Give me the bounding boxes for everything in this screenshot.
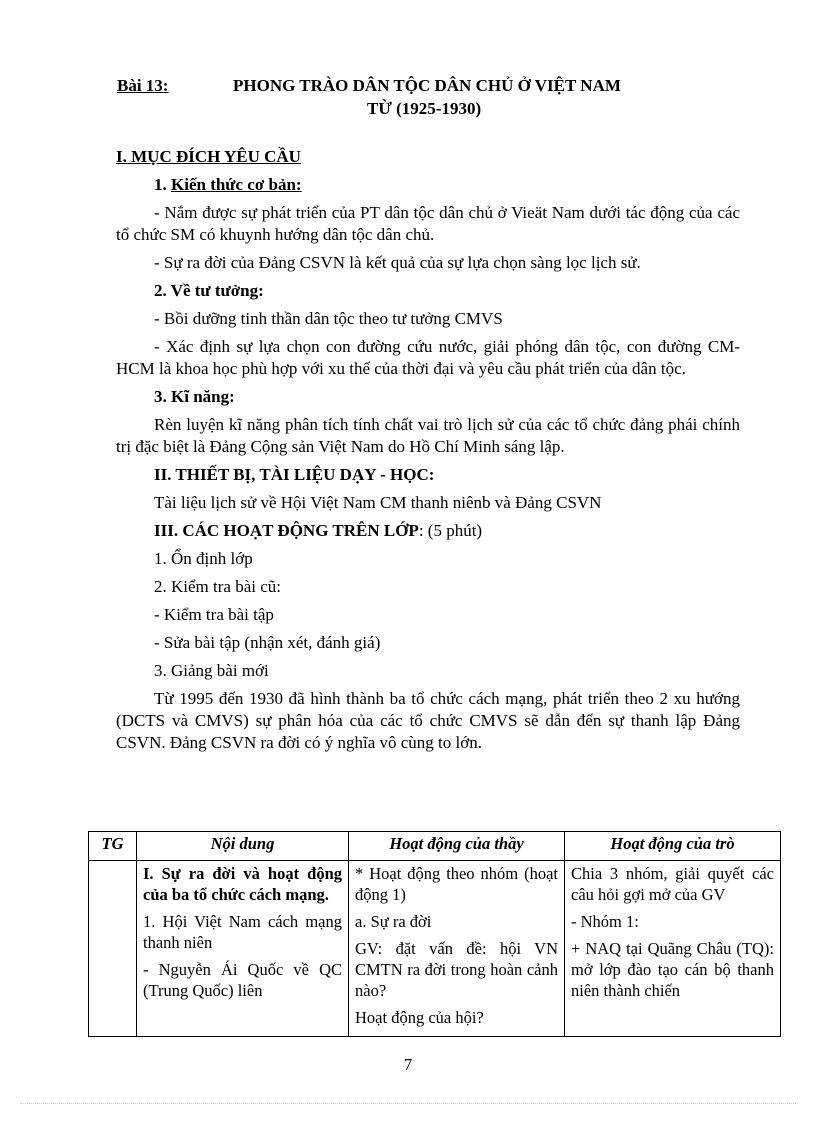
lesson-table [88,831,781,1037]
student-text: Chia 3 nhóm, giải quyết các câu hỏi gợi mở của GV [571,864,774,904]
lesson-header [117,76,717,122]
content-subheading: 1. Hội Việt Nam cách mạng thanh niên [143,912,342,952]
sub2-paragraph-1: - Bồi dưỡng tinh thần dân tộc theo tư tưởng CMVS [154,309,503,328]
header-tg: TG [89,832,137,861]
teacher-text: Hoạt động của hội? [355,1008,484,1027]
section3-item: - Sửa bài tập (nhận xét, đánh giá) [154,633,381,652]
cell-tg [89,861,137,1037]
section3-item: 3. Giảng bài mới [154,661,269,680]
header-teacher: Hoạt động của thầy [349,832,565,861]
table-header-row [89,832,781,861]
cell-teacher [349,861,565,1037]
section3-item: 2. Kiểm tra bài cũ: [154,577,281,596]
content-heading: I. Sự ra đời và hoạt động của ba tổ chức cách mạng. [143,864,342,904]
section3-title-line [116,520,740,542]
section3-title-suffix: : (5 phút) [418,521,483,540]
student-text: - Nhóm 1: [571,912,639,931]
section1-title: I. MỤC ĐÍCH YÊU CẦU [116,147,301,166]
lesson-number: Bài 13: [117,76,169,95]
sub1-paragraph-1: - Nắm được sự phát triển của PT dân tộc dân chủ ở Vieät Nam dưới tác động của các tổ chức SM có khuynh hướng dân tộc dân chủ. [116,203,740,244]
document-body [116,146,740,754]
student-text: + NAQ tại Quãng Châu (TQ): mở lớp đào tạo cán bộ thanh niên thành chiến [571,939,774,1000]
section3-item: 1. Ổn định lớp [154,549,253,568]
section3-title: III. CÁC HOẠT ĐỘNG TRÊN LỚP [154,521,419,540]
sub1-heading: Kiến thức cơ bản: [171,175,302,194]
teacher-text: a. Sự ra đời [355,912,432,931]
section3-intro: Từ 1995 đến 1930 đã hình thành ba tổ chức cách mạng, phát triển theo 2 xu hướng (DCTS và CMVS) sự phân hóa của các tổ chức CMVS sẽ dẫn đến sự thanh lập Đảng CSVN. Đảng CSVN ra đời có ý nghĩa vô cùng to lớn. [116,689,740,752]
cell-content [137,861,349,1037]
lesson-title-line1: PHONG TRÀO DÂN TỘC DÂN CHỦ Ở VIỆT NAM [233,76,621,95]
page-divider [20,1103,796,1104]
section2-title: II. THIẾT BỊ, TÀI LIỆU DẠY - HỌC: [154,465,435,484]
header-content: Nội dung [137,832,349,861]
sub1-paragraph-2: - Sự ra đời của Đảng CSVN là kết quả của sự lựa chọn sàng lọc lịch sử. [154,253,641,272]
sub3-paragraph-1: Rèn luyện kĩ năng phân tích tính chất vai trò lịch sử của các tổ chức đảng phái chính trị đặc biệt là Đảng Cộng sản Việt Nam do Hồ Chí Minh sáng lập. [116,415,740,456]
sub2-paragraph-2: - Xác định sự lựa chọn con đường cứu nước, giải phóng dân tộc, con đường CM-HCM là khoa học phù hợp với xu thế của thời đại và yêu cầu phát triển của dân tộc. [116,337,740,378]
lesson-table-wrapper [88,831,782,1044]
section1-sub3-title: 3. Kĩ năng: [154,387,235,406]
content-text: - Nguyễn Ái Quốc về QC (Trung Quốc) liên [143,960,342,1000]
table-row [89,861,781,1037]
teacher-text: GV: đặt vấn đề: hội VN CMTN ra đời trong hoàn cảnh nào? [355,939,558,1000]
cell-student [565,861,781,1037]
section3-item: - Kiểm tra bài tập [154,605,274,624]
sub1-number: 1. [154,175,171,194]
section1-sub2-title: 2. Về tư tưởng: [154,281,264,300]
section2-paragraph: Tài liệu lịch sử về Hội Việt Nam CM thanh niênb và Đảng CSVN [154,493,602,512]
header-student: Hoạt động của trò [565,832,781,861]
teacher-text: * Hoạt động theo nhóm (hoạt động 1) [355,864,558,904]
page-number: 7 [403,1055,413,1074]
section1-sub1-title [116,174,740,196]
lesson-title-line2: TỪ (1925-1930) [367,99,482,118]
